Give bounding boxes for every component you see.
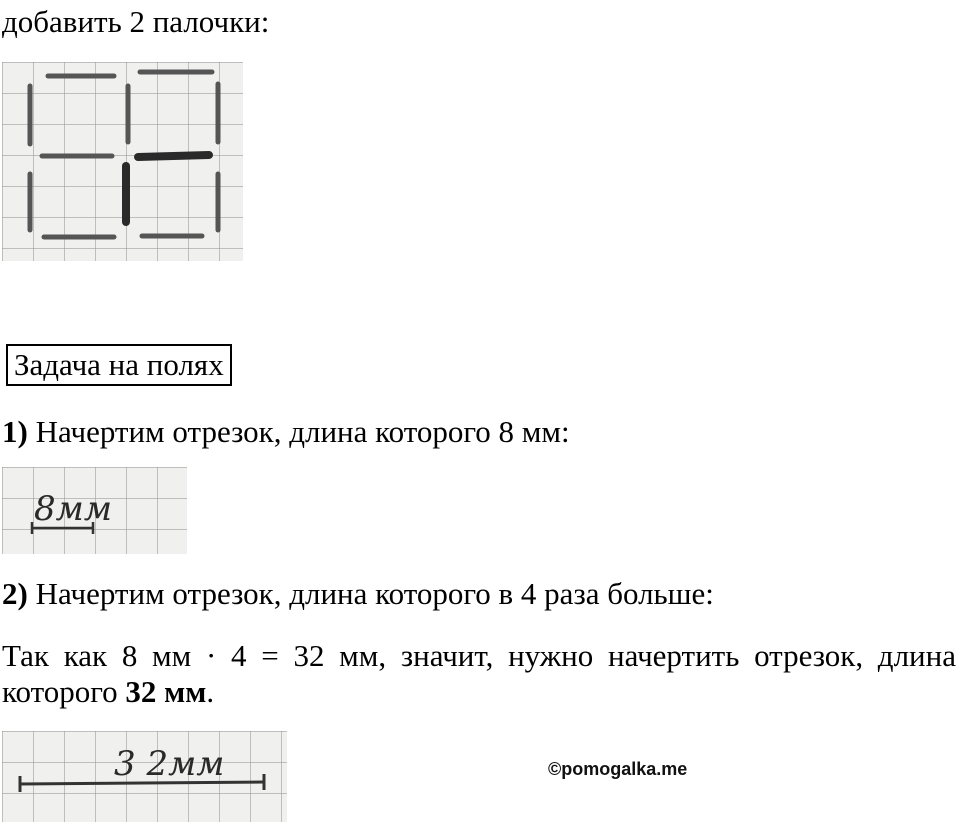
segment-8mm-drawing [2,467,187,554]
step-2-number: 2) [2,576,28,611]
segment-32mm-photo [2,731,287,822]
segment-32mm-drawing [2,731,287,822]
step-2-text: Начертим отрезок, длина которого в 4 раза больше: [27,576,714,611]
matchsticks-figure [2,62,243,261]
explanation-text: Так как 8 мм · 4 = 32 мм, значит, нужно начертить отрезок, длина которого [2,638,956,709]
segment-32mm-label: 3 2мм [114,744,225,784]
section-title: Задача на полях [6,344,232,386]
step-1-text: Начертим отрезок, длина которого 8 мм: [27,414,570,449]
added-stick-horizontal [138,155,209,157]
intro-line: добавить 2 палочки: [2,4,270,39]
explanation-answer: 32 мм [125,674,207,709]
matchsticks-photo [2,62,243,261]
step-1 [2,414,570,450]
explanation [2,638,956,710]
step-1-number: 1) [2,414,28,449]
explanation-end: . [206,674,215,709]
segment-8mm-photo [2,467,187,554]
watermark: ©pomogalka.me [548,759,688,779]
step-2 [2,576,714,612]
segment-8mm-label: 8мм [34,489,113,529]
